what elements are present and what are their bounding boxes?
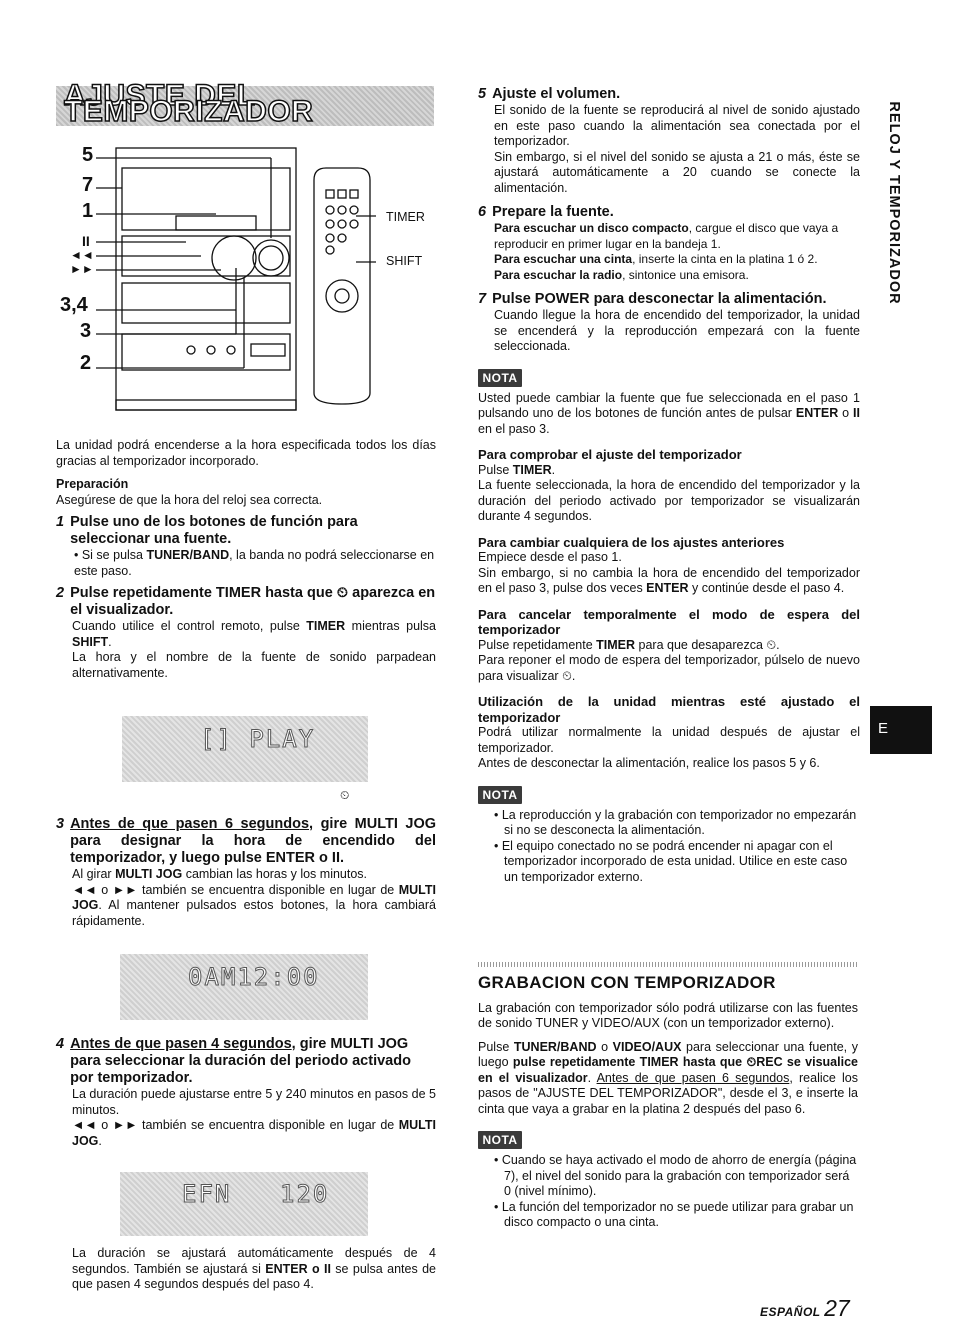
grabacion-p1: La grabación con temporizador sólo podrá utilizarse con las fuentes de sonido TUNER y VIDEO/AUX (con un temporizador externo). — [478, 1000, 858, 1030]
step-3-p2-mid: también se encuentra disponible en lugar de — [137, 882, 399, 897]
step-1-note-pre: • Si se pulsa — [74, 548, 147, 562]
lcd-time-text: 0AM12:00 — [188, 963, 320, 991]
section-check-l1-key: TIMER — [512, 462, 552, 477]
step-1-note-key: TUNER/BAND — [146, 548, 230, 562]
step-4-after-key: ENTER o II — [265, 1261, 331, 1276]
section-check-heading: Para comprobar el ajuste del temporizador — [478, 447, 742, 462]
step-3-number: 3 — [56, 816, 65, 832]
step-4-heading — [56, 1036, 436, 1087]
step-3-p1-key: MULTI JOG — [115, 867, 183, 881]
step-4 — [56, 1036, 436, 1149]
step-6-l3-post: , sintonice una emisora. — [622, 267, 749, 282]
grabacion-p2-pre: Pulse — [478, 1039, 514, 1054]
grabacion-p2-post: , realice los pasos de "AJUSTE DEL TEMPORIZADOR", desde el 3, e inserte la cinta que vaya a grabar en la platina 2 después del paso 6. — [478, 1070, 858, 1116]
section-check-l1-pre: Pulse — [478, 462, 513, 477]
step-3-title-post: , gire MULTI JOG para designar la hora de encendido del temporizador, y luego pulse ENTER o II. — [70, 816, 437, 866]
step-5-p2: Sin embargo, si el nivel del sonido se ajusta a 21 o más, éste se ajustará automáticamente a 20 cuando se conecte la alimentación. — [494, 149, 860, 195]
step-2-p1-key2: SHIFT — [72, 634, 109, 649]
step-4-p2-key: MULTI JOG — [72, 1118, 436, 1148]
lcd-play-text: [] PLAY — [200, 725, 316, 753]
step-3-p2-o: o — [96, 882, 113, 897]
nota-1-post: en el paso 3. — [478, 421, 550, 436]
step-4-after-pre: La duración se ajustará automáticamente después de 4 segundos. También se ajustará si — [72, 1246, 436, 1276]
step-3 — [56, 816, 436, 929]
section-change-p2-pre: Sin embargo, si no cambia la hora de encendido del temporizador en el paso 3, pulse dos veces — [478, 565, 860, 595]
stereo-illustration — [56, 138, 446, 418]
step-3-p1-pre: Al girar — [72, 867, 116, 881]
step-4-p2-post: . — [98, 1133, 102, 1148]
step-5-title: Ajuste el volumen. — [492, 86, 621, 102]
side-label-text: RELOJ Y TEMPORIZADOR — [885, 101, 902, 305]
section-change-p1: Empiece desde el paso 1. — [478, 550, 622, 564]
step-4-after-text — [56, 1246, 436, 1293]
step-6-heading — [478, 204, 860, 221]
nota-1-pre: Usted puede cambiar la fuente que fue seleccionada en el paso 1 pulsando uno de los botones de función antes de pulsar — [478, 390, 860, 420]
step-3-p2-post: . Al mantener pulsados estos botones, la hora cambiará rápidamente. — [72, 898, 436, 928]
step-2-p1-pre: Cuando utilice el control remoto, pulse — [72, 619, 307, 633]
grabacion-rule — [478, 962, 858, 967]
grabacion-section — [478, 962, 858, 1231]
intro-text: La unidad podrá encenderse a la hora especificada todos los días gracias al temporizador incorporado. — [56, 438, 436, 468]
step-5-heading — [478, 86, 860, 103]
figure-label-rewind: ◄◄ — [70, 248, 94, 262]
section-cancel-heading: Para cancelar temporalmente el modo de espera del temporizador — [478, 606, 860, 637]
nota-badge-2: NOTA — [478, 786, 522, 804]
section-cancel-p2: Para reponer el modo de espera del temporizador, púlselo de nuevo para visualizar ⏲. — [478, 653, 860, 683]
step-1-number: 1 — [56, 514, 65, 530]
nota-1-text — [478, 391, 860, 438]
step-6-l2-post: , inserte la cinta en la platina 1 ó 2. — [632, 252, 818, 266]
remote-timer-label: TIMER — [386, 210, 425, 224]
step-2-heading — [56, 585, 436, 619]
figure-label-5: 5 — [82, 144, 94, 166]
step-4-p2-mid: también se encuentra disponible en lugar de — [137, 1118, 399, 1132]
grabacion-p2-bold: pulse repetidamente TIMER hasta que ⏲REC se visualice en el visualizador — [478, 1055, 858, 1085]
preparacion-text: Asegúrese de que la hora del reloj sea correcta. — [56, 492, 323, 507]
step-3-p1-post: cambian las horas y los minutos. — [182, 867, 368, 881]
forward-icon: ►► — [112, 882, 138, 897]
page-number: 27 — [824, 1295, 850, 1321]
nota-3-item-2: • La función del temporizador no se puede utilizar para grabar un disco compacto o una cinta. — [494, 1199, 854, 1229]
step-7-title: Pulse POWER para desconectar la alimentación. — [492, 291, 827, 307]
step-3-heading — [56, 816, 436, 867]
side-section-label — [880, 88, 906, 318]
step-3-title-underlined: Antes de que pasen 6 segundos — [70, 816, 310, 832]
step-6-number: 6 — [478, 204, 487, 220]
section-cancel-p1-key: TIMER — [596, 637, 636, 652]
lcd-display-time — [120, 954, 368, 1020]
step-4-title-underlined: Antes de que pasen 4 segundos — [70, 1036, 292, 1052]
rewind-icon: ◄◄ — [72, 1118, 97, 1132]
nota-3-item-1: • Cuando se haya activado el modo de ahorro de energía (página 7), el nivel del sonido para la grabación con temporizador será 0 (nivel mínimo). — [494, 1153, 857, 1198]
step-4-p2-o: o — [96, 1118, 113, 1132]
section-change-p2-post: y continúe desde el paso 4. — [688, 581, 845, 595]
grabacion-p2 — [478, 1040, 858, 1118]
step-2-p1-post: . — [108, 634, 112, 649]
grabacion-p2-key1: TUNER/BAND — [513, 1039, 597, 1054]
step-4-after-post: se pulsa antes de que pasen 4 segundos después del paso 4. — [72, 1261, 436, 1291]
page-footer — [760, 1295, 850, 1321]
section-check-p2: La fuente seleccionada, la hora de encendido del temporizador y la duración del periodo activado por temporizador se visualizarán durante 4 segundos. — [478, 478, 860, 523]
section-use-heading: Utilización de la unidad mientras esté ajustado el temporizador — [478, 694, 860, 725]
left-column — [56, 438, 436, 681]
step-6-l2-key: Para escuchar una cinta — [494, 252, 633, 266]
step-4-after — [56, 1246, 436, 1293]
step-3-p1 — [56, 867, 436, 883]
figure-label-1: 1 — [82, 200, 94, 222]
section-cancel-p1-post: para que desaparezca ⏲. — [635, 637, 780, 652]
language-tab — [870, 706, 932, 754]
step-3-p2 — [56, 883, 436, 930]
step-2-title-post: aparezca en el visualizador. — [70, 585, 436, 618]
step-2-number: 2 — [56, 585, 65, 601]
step-4-title-post: , gire MULTI JOG para seleccionar la duración del periodo activado por temporizador. — [70, 1036, 411, 1086]
lcd-duration-source: EFN — [182, 1180, 232, 1208]
lcd-timer-icon: ⏲ — [340, 788, 350, 802]
lcd-display-play — [122, 716, 368, 782]
step-2-p1-key1: TIMER — [306, 619, 346, 633]
nota-1-mid: o — [838, 406, 854, 420]
forward-icon: ►► — [112, 1118, 138, 1132]
right-column — [478, 86, 860, 885]
step-6-l1-key: Para escuchar un disco compacto — [494, 221, 689, 235]
step-1-note — [56, 548, 436, 579]
tab-letter: E — [878, 720, 889, 737]
figure-label-forward: ►► — [70, 262, 94, 276]
nota-1-key2: II — [853, 406, 860, 420]
step-6-l3 — [478, 268, 860, 284]
stereo-figure — [56, 138, 446, 418]
grabacion-p2-mid: para seleccionar una fuente, y luego — [478, 1039, 858, 1069]
section-change-p2 — [478, 566, 860, 597]
grabacion-p2-dot: . — [587, 1070, 597, 1085]
step-2-p1 — [56, 619, 436, 650]
timer-symbol-icon: ⏲ — [336, 585, 349, 601]
rewind-icon: ◄◄ — [72, 882, 97, 897]
figure-label-pause: II — [82, 233, 90, 249]
figure-label-2: 2 — [80, 352, 92, 374]
remote-shift-label: SHIFT — [386, 254, 423, 268]
section-check-l1 — [478, 463, 860, 479]
preparacion-heading: Preparación — [56, 477, 129, 491]
grabacion-p2-underlined: Antes de que pasen 6 segundos — [596, 1070, 790, 1085]
step-4-number: 4 — [56, 1036, 65, 1052]
step-1-title: Pulse uno de los botones de función para seleccionar una fuente. — [70, 514, 358, 547]
section-change-heading: Para cambiar cualquiera de los ajustes anteriores — [478, 534, 785, 550]
step-2-title-pre: Pulse repetidamente TIMER hasta que — [70, 585, 337, 601]
grabacion-p2-key2: VIDEO/AUX — [612, 1039, 682, 1054]
step-4-p2 — [56, 1118, 436, 1149]
grabacion-p2-o: o — [596, 1039, 613, 1054]
title-banner — [56, 79, 434, 128]
section-change-p2-key: ENTER — [646, 581, 689, 595]
step-6-l2 — [478, 252, 860, 268]
step-1-heading — [56, 514, 436, 548]
lcd-display-duration — [120, 1172, 368, 1236]
step-4-p1: La duración puede ajustarse entre 5 y 240 minutos en pasos de 5 minutos. — [72, 1087, 436, 1117]
step-6-l1 — [478, 221, 860, 252]
step-7-p1: Cuando llegue la hora de encendido del temporizador, la unidad se encenderá y la reproducción empezará con la fuente seleccionada. — [494, 308, 860, 353]
nota-badge-3: NOTA — [478, 1131, 522, 1149]
step-1-note-post: , la banda no podrá seleccionarse en este paso. — [74, 548, 435, 578]
grabacion-title: GRABACION CON TEMPORIZADOR — [478, 973, 776, 992]
page-title: AJUSTE DEL TEMPORIZADOR — [64, 79, 314, 128]
step-6-title: Prepare la fuente. — [492, 204, 614, 220]
nota-badge-1: NOTA — [478, 369, 522, 387]
section-cancel-p1 — [478, 638, 860, 654]
figure-label-3-4: 3,4 — [60, 294, 88, 316]
step-2-p2: La hora y el nombre de la fuente de sonido parpadean alternativamente. — [72, 650, 436, 680]
step-7-heading — [478, 291, 860, 308]
step-2-p1-mid: mientras pulsa — [345, 619, 436, 633]
section-check-l1-post: . — [551, 462, 556, 477]
step-3-p2-key: MULTI JOG — [72, 882, 436, 912]
figure-label-3: 3 — [80, 320, 92, 342]
step-7-number: 7 — [478, 291, 487, 307]
section-use-p2: Antes de desconectar la alimentación, realice los pasos 5 y 6. — [478, 756, 820, 770]
step-6-l1-post: , cargue el disco que vaya a reproducir en primer lugar en la bandeja 1. — [494, 221, 839, 251]
lcd-duration-value: 120 — [280, 1180, 330, 1208]
nota-2-item-2: • El equipo conectado no se podrá encender ni apagar con el temporizador incorporado de esta unidad. Utilice en este caso un temporizador externo. — [494, 838, 848, 884]
figure-label-7: 7 — [82, 174, 94, 196]
nota-1-key: ENTER — [795, 406, 839, 420]
section-use-p1: Podrá utilizar normalmente la unidad después de ajustar el temporizador. — [478, 725, 860, 755]
section-cancel-p1-pre: Pulse repetidamente — [478, 637, 597, 652]
footer-language: ESPAÑOL — [760, 1305, 821, 1319]
step-5-p1: El sonido de la fuente se reproducirá al nivel de sonido ajustado en este paso cuando la alimentación sea conectada por el temporizador. — [494, 103, 860, 148]
step-5-number: 5 — [478, 86, 487, 102]
nota-2-item-1: • La reproducción y la grabación con temporizador no empezarán si no se desconecta la alimentación. — [494, 807, 857, 837]
step-6-l3-key: Para escuchar la radio — [494, 267, 623, 282]
